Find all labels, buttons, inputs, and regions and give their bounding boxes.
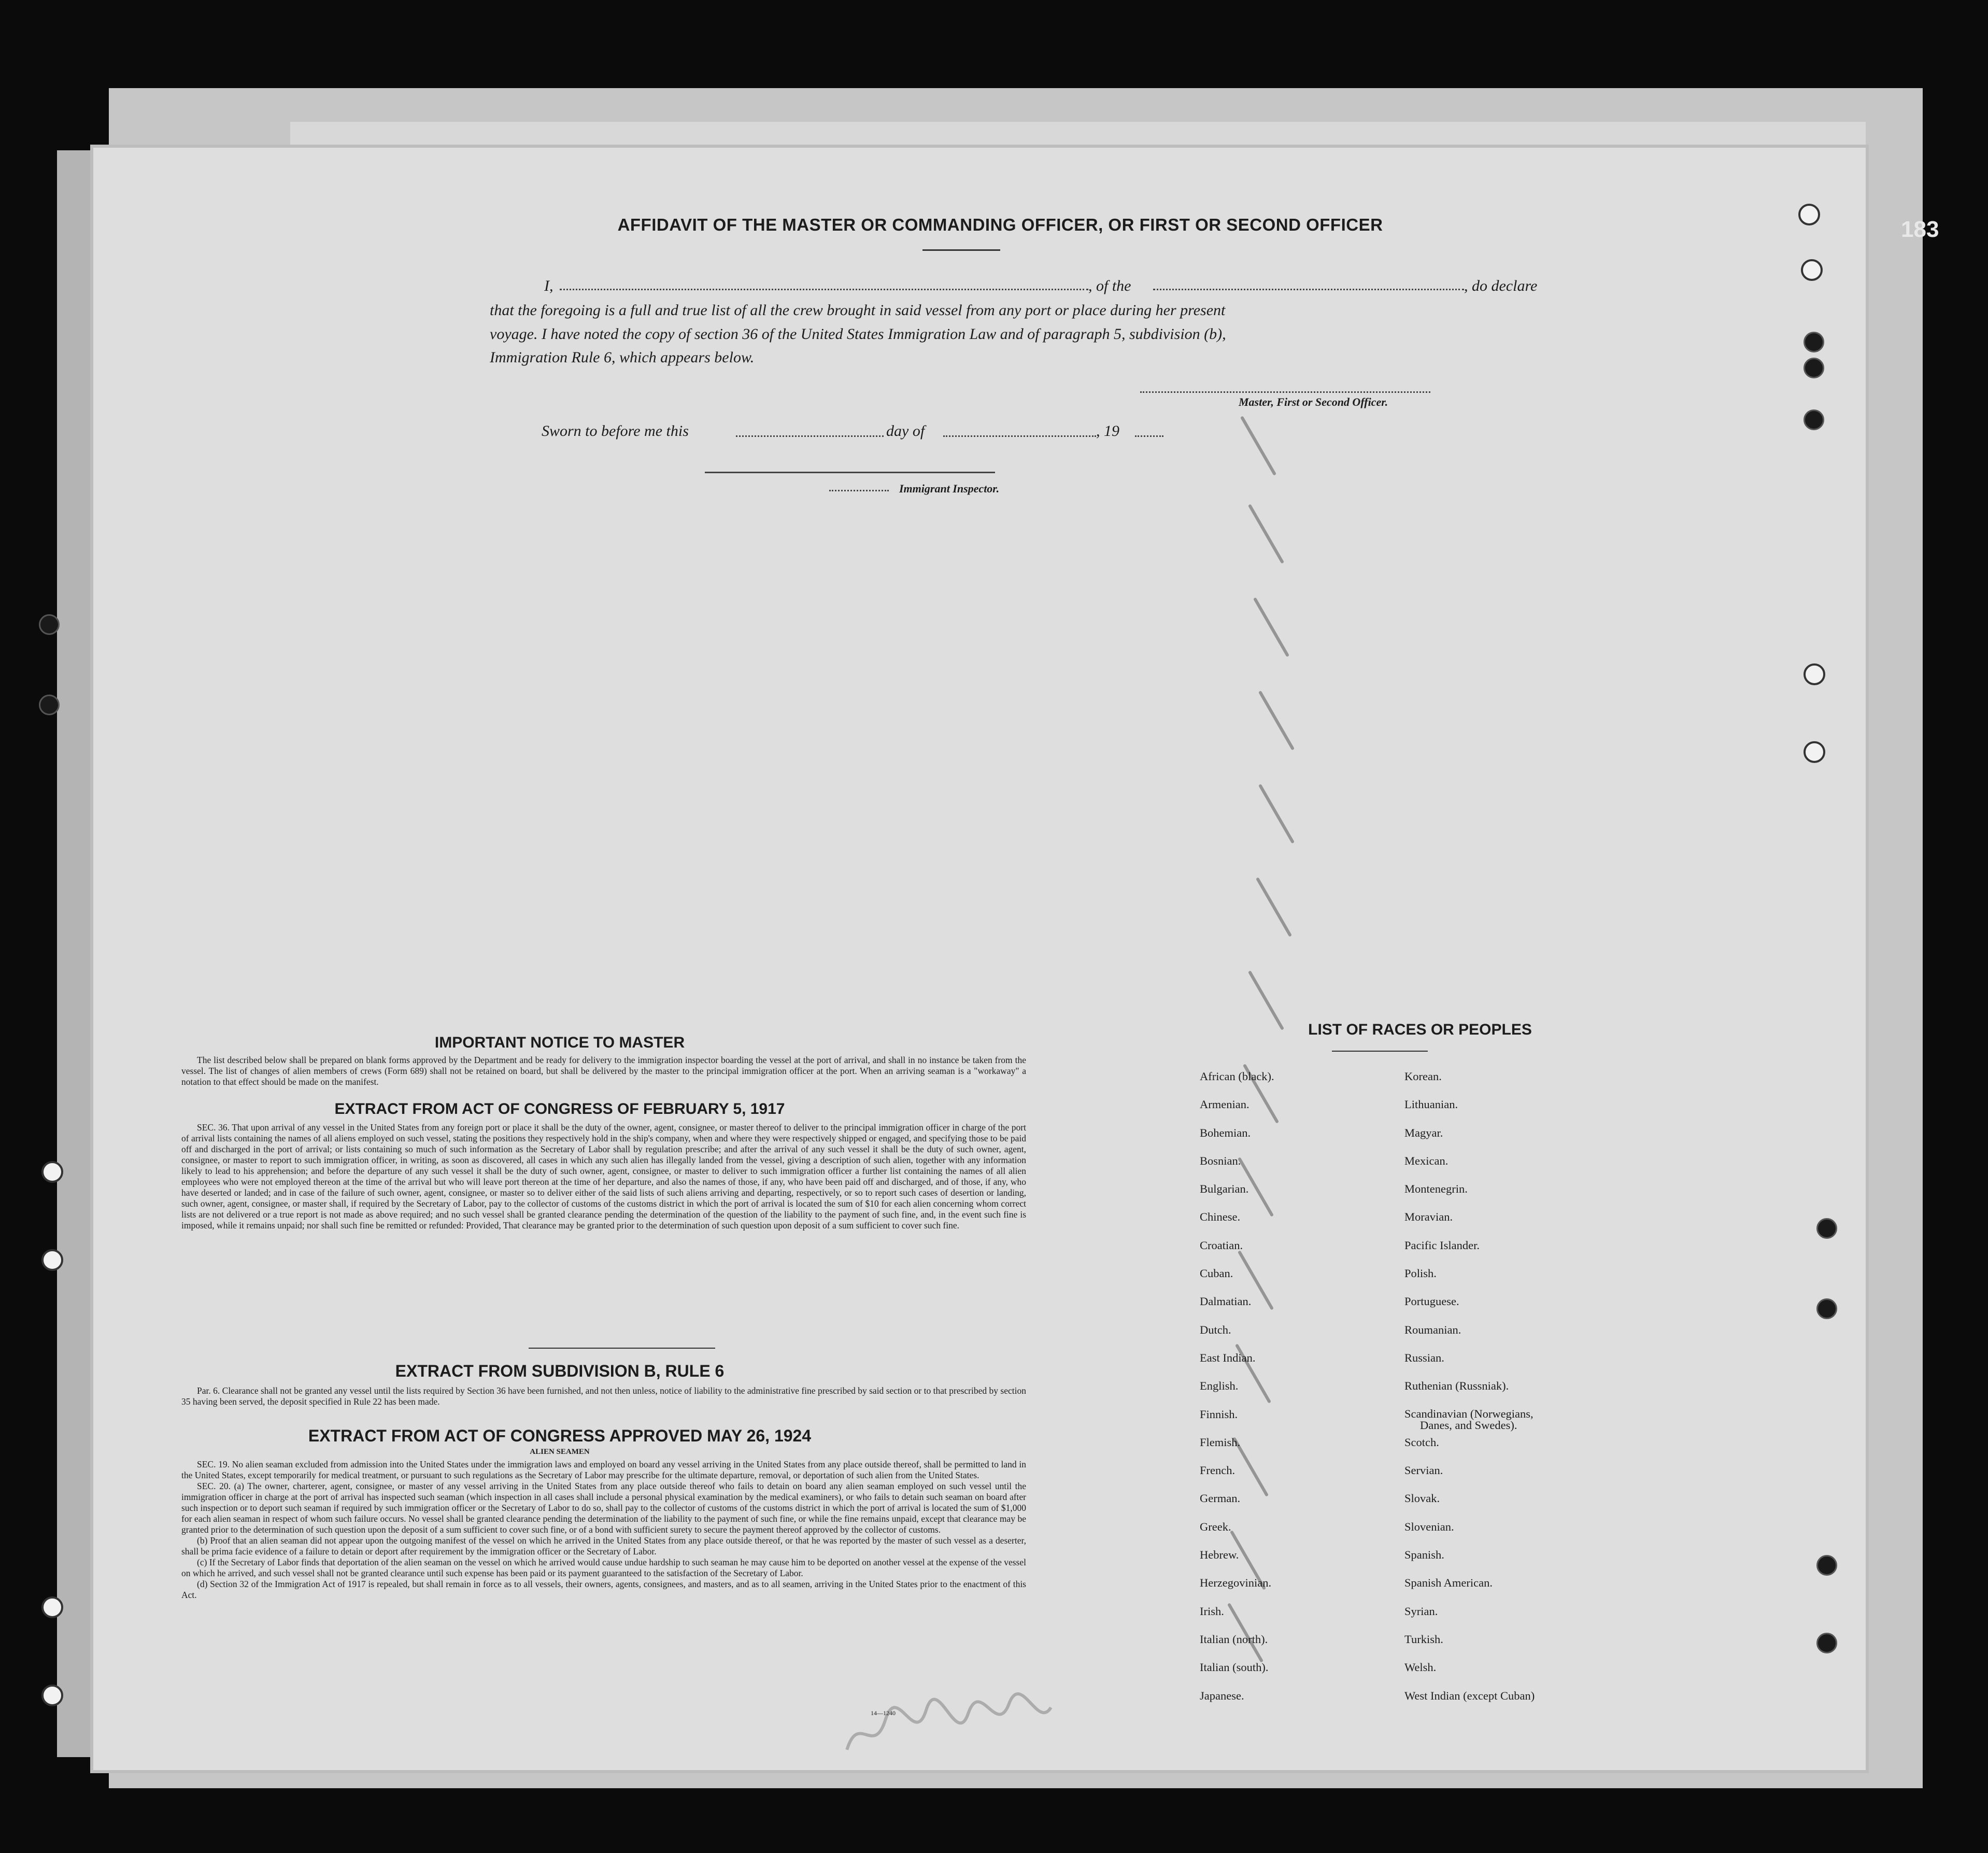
race-item: German.: [1200, 1492, 1241, 1505]
race-item: Spanish.: [1404, 1548, 1444, 1562]
sec20c-paragraph: (c) If the Secretary of Labor finds that deportation of the alien seaman on the vessel on which he arrived would cause undue hardship to such seaman he may cause him to be deported on another vessel at the expense of the vessel on which he arrived, and such vessel shall not be granted clearance until such expense has been paid or its payment guaranteed to the satisfaction of the Secretary of Labor.: [181, 1557, 1026, 1578]
races-left-column: [1200, 1070, 1274, 1718]
binder-hole: [1816, 1633, 1837, 1653]
race-item: Japanese.: [1200, 1689, 1244, 1702]
binder-hole: [1804, 741, 1825, 763]
affidavit-line3: voyage. I have noted the copy of section 36 of the United States Immigration Law and of paragraph 5, subdivision (b),: [490, 326, 1226, 343]
binder-hole: [39, 695, 60, 715]
race-item: Moravian.: [1404, 1210, 1453, 1224]
inspector-label: Immigrant Inspector.: [899, 482, 1000, 495]
notice-text: [181, 1055, 1026, 1087]
pen-stroke: [1240, 416, 1276, 476]
race-item: Chinese.: [1200, 1210, 1241, 1224]
race-item: [1404, 1408, 1535, 1436]
race-item: Cuban.: [1200, 1267, 1233, 1280]
race-item: Turkish.: [1404, 1632, 1443, 1646]
race-item: Korean.: [1404, 1070, 1442, 1083]
affidavit-i: I,: [544, 277, 553, 294]
race-item: West Indian (except Cuban): [1404, 1689, 1535, 1702]
sec20a-paragraph: SEC. 20. (a) The owner, charterer, agent, consignee, or master of any vessel arriving in the United States from any place outside thereof who fails to detain on board any alien seaman employed on such vessel until the immigration officer in charge at the port of arrival has inspected such seaman (which inspection in all cases shall include a personal physical examination by the medical examiners), or who fails to detain such seaman on board after such inspection or to deport such seaman if required by such immigration officer or the Secretary of Labor to do so, shall pay to the collector of customs of the customs district in which the port of arrival is located the sum of $1,000 for each alien seaman in respect of whom such failure occurs. No vessel shall be granted clearance pending the determination of the liability to the payment of such fine, or while the fine remains unpaid, except that clearance may be granted prior to the determination of such question upon the deposit of a sum sufficient to cover such fine, or of a bond with sufficient surety to secure the payment thereof approved by the collector of customs.: [181, 1481, 1026, 1535]
race-item: Bosnian.: [1200, 1154, 1241, 1167]
binder-hole: [39, 614, 60, 635]
race-item: Flemish.: [1200, 1435, 1241, 1449]
vessel-field-line[interactable]: [1153, 289, 1464, 290]
race-item: Portuguese.: [1404, 1295, 1459, 1308]
sworn-year-line[interactable]: [1135, 435, 1163, 437]
sec19-paragraph: SEC. 19. No alien seaman excluded from admission into the United States under the immigration laws and employed on board any vessel arriving in the United States from any place outside thereof, shall be permitted to land in the United States, except temporarily for medical treatment, or pursuant to such regulations as the Secretary of Labor may prescribe for the ultimate departure, removal, or deportation of such alien from the United States.: [181, 1459, 1026, 1480]
notice-title: IMPORTANT NOTICE TO MASTER: [434, 1034, 685, 1051]
race-item: Spanish American.: [1404, 1576, 1493, 1590]
race-item: Italian (north).: [1200, 1632, 1268, 1646]
sworn-label: Sworn to before me this: [542, 422, 689, 440]
race-item: Russian.: [1404, 1351, 1444, 1364]
binder-hole: [1816, 1555, 1837, 1576]
binder-hole: [41, 1596, 63, 1618]
race-item: Armenian.: [1200, 1098, 1249, 1111]
race-item: Finnish.: [1200, 1407, 1238, 1421]
binder-hole: [1804, 358, 1824, 378]
form-code: 14—1240: [871, 1709, 896, 1717]
master-signature-line[interactable]: [1140, 391, 1430, 393]
notice-paragraph: The list described below shall be prepared on blank forms approved by the Department and be ready for delivery to the immigration inspector boarding the vessel at the port of arrival, and shall in no instance be taken from the vessel. The list of changes of alien members of crews (Form 689) shall not be retained on board, but shall be delivered by the master to the principal immigration officer at the port. When an arriving seaman is a "workaway" a notation to that effect should be made on the manifest.: [181, 1055, 1026, 1087]
sec20b-paragraph: (b) Proof that an alien seaman did not appear upon the outgoing manifest of the vessel on which he arrived in the United States from any place outside thereof, or that he was reported by the master of such vessel as a deserter, shall be prima facie evidence of a failure to detain or deport after requirement by the immigration officer or the Secretary of Labor.: [181, 1535, 1026, 1557]
pen-stroke: [1256, 877, 1292, 937]
race-item: Ruthenian (Russniak).: [1404, 1379, 1509, 1393]
affidavit-line2: that the foregoing is a full and true list of all the crew brought in said vessel from any port or place during her present: [490, 302, 1226, 319]
race-item-line: Scandinavian (Norwegians,: [1404, 1407, 1533, 1420]
race-item: Slovak.: [1404, 1492, 1440, 1505]
race-item: French.: [1200, 1464, 1236, 1477]
races-right-column: [1404, 1070, 1535, 1718]
pen-stroke: [1258, 784, 1295, 844]
race-item: Herzegovinian.: [1200, 1576, 1272, 1590]
race-item: Servian.: [1404, 1464, 1443, 1477]
subdivision-title: EXTRACT FROM SUBDIVISION B, RULE 6: [395, 1362, 725, 1380]
race-item: Pacific Islander.: [1404, 1238, 1480, 1252]
inspector-short-line: [829, 490, 889, 491]
affidavit-of-the: , of the: [1088, 277, 1131, 294]
race-item: Lithuanian.: [1404, 1098, 1458, 1111]
races-title: LIST OF RACES OR PEOPLES: [1308, 1021, 1532, 1038]
par6-paragraph: Par. 6. Clearance shall not be granted any vessel until the lists required by Section 36 have been furnished, and not then unless, notice of liability to the administrative fine prescribed by said section or to that prescribed by section 35 having been served, the deposit specified in Rule 22 has been made.: [181, 1385, 1026, 1407]
race-item: Syrian.: [1404, 1604, 1438, 1618]
binder-hole: [1804, 663, 1825, 685]
extract-1924-title: EXTRACT FROM ACT OF CONGRESS APPROVED MAY 26, 1924: [308, 1426, 812, 1445]
affidavit-line4: Immigration Rule 6, which appears below.: [490, 349, 755, 366]
sec36-paragraph: SEC. 36. That upon arrival of any vessel in the United States from any foreign port or place it shall be the duty of the owner, agent, consignee, or master thereof to deliver to the principal immigration officer in charge of the port of arrival lists containing the names of all aliens employed on such vessel, stating the positions they respectively hold in the ship's company, when and where they were respectively shipped or engaged, and specifying those to be paid off and discharged in the port of arrival; or lists containing so much of such information as the Secretary of Labor shall by regulation prescribe; and after the arrival of any such vessel it shall be the duty of such owner, agent, consignee, or master to report to such immigration officer, in writing, as soon as discovered, all cases in which any such alien has illegally landed from the vessel, giving a description of such alien, together with any information likely to lead to his apprehension; and before the departure of any such vessel it shall be the duty of such owner, agent, consignee, or master to deliver to such immigration officer a further list containing the names of all alien employees who were not employed thereon at the time of the arrival but who will leave port thereon at the time of her departure, and also the names of those, if any, who have been paid off and discharged, and of those, if any, who have deserted or landed; and in case of the failure of such owner, agent, consignee, or master so to deliver either of the said lists of such aliens arriving and departing, respectively, or so to report such cases of desertion or landing, such owner, agent, consignee, or master shall, if required by the Secretary of Labor, pay to the collector of customs of the customs district in which the port of arrival is located the sum of $10 for each alien concerning whom correct lists are not delivered or a true report is not made as above required; and no such vessel shall be granted clearance pending the determination of the question of the liability to the payment of such fine, and, in the event such fine is imposed, while it remains unpaid; nor shall such fine be remitted or refunded: Provided, That clearance may be granted prior to the determination of such question upon deposit of a sum sufficient to cover such fine.: [181, 1122, 1026, 1230]
binder-hole: [1801, 259, 1823, 281]
race-item: Hebrew.: [1200, 1548, 1239, 1562]
title-underline: [922, 249, 1000, 251]
day-of-label: day of: [886, 422, 925, 440]
race-item: Scotch.: [1404, 1435, 1439, 1449]
race-item: Greek.: [1200, 1520, 1231, 1533]
binder-hole: [41, 1161, 63, 1183]
year-label: , 19: [1096, 422, 1119, 440]
race-item: Montenegrin.: [1404, 1182, 1468, 1196]
race-item: Irish.: [1200, 1604, 1224, 1618]
document-page: [93, 148, 1866, 1770]
sworn-day-line[interactable]: [736, 435, 884, 437]
alien-seamen-subtitle: ALIEN SEAMEN: [530, 1448, 590, 1456]
race-item: English.: [1200, 1379, 1239, 1393]
signature-scrawl: [837, 1681, 1060, 1765]
race-item: Magyar.: [1404, 1126, 1443, 1139]
race-item: Slovenian.: [1404, 1520, 1454, 1533]
master-label: Master, First or Second Officer.: [1239, 395, 1388, 408]
pen-stroke: [1248, 504, 1284, 564]
race-item: East Indian.: [1200, 1351, 1256, 1364]
page-number: 183: [1901, 217, 1939, 242]
race-item: Dalmatian.: [1200, 1295, 1252, 1308]
race-item: Italian (south).: [1200, 1661, 1269, 1674]
race-item: Bulgarian.: [1200, 1182, 1249, 1196]
name-field-line[interactable]: [560, 289, 1088, 290]
subdivision-text: [181, 1385, 1026, 1407]
race-item-continuation: Danes, and Swedes).: [1420, 1418, 1517, 1432]
extract-1917-text: [181, 1122, 1026, 1231]
race-item: Polish.: [1404, 1267, 1437, 1280]
race-item: African (black).: [1200, 1070, 1274, 1083]
pen-stroke: [1253, 597, 1289, 657]
race-item: Bohemian.: [1200, 1126, 1251, 1139]
sworn-month-line[interactable]: [943, 435, 1096, 437]
inspector-signature-line[interactable]: [705, 472, 995, 473]
race-item: Welsh.: [1404, 1661, 1437, 1674]
extract-1917-title: EXTRACT FROM ACT OF CONGRESS OF FEBRUARY 5, 1917: [334, 1100, 785, 1118]
race-item: Mexican.: [1404, 1154, 1449, 1167]
extract-1924-text: [181, 1459, 1026, 1601]
binder-hole: [1816, 1218, 1837, 1239]
races-title-underline: [1332, 1051, 1428, 1052]
race-item: Roumanian.: [1404, 1323, 1461, 1336]
sec20d-paragraph: (d) Section 32 of the Immigration Act of 1917 is repealed, but shall remain in force as to all vessels, their owners, agents, consignees, and masters, and as to all seamen, arriving in the United States prior to the enactment of this Act.: [181, 1579, 1026, 1600]
section-divider: [529, 1348, 715, 1349]
affidavit-title: AFFIDAVIT OF THE MASTER OR COMMANDING OFFICER, OR FIRST OR SECOND OFFICER: [617, 215, 1383, 234]
binder-hole: [41, 1685, 63, 1706]
binder-hole: [41, 1249, 63, 1271]
pen-stroke: [1258, 690, 1295, 751]
binder-hole: [1816, 1298, 1837, 1319]
race-item: Dutch.: [1200, 1323, 1231, 1336]
binder-hole: [1804, 332, 1824, 352]
binder-hole: [1798, 204, 1820, 225]
binder-hole: [1804, 409, 1824, 430]
affidavit-declare: , do declare: [1464, 277, 1538, 294]
race-item: Croatian.: [1200, 1238, 1243, 1252]
